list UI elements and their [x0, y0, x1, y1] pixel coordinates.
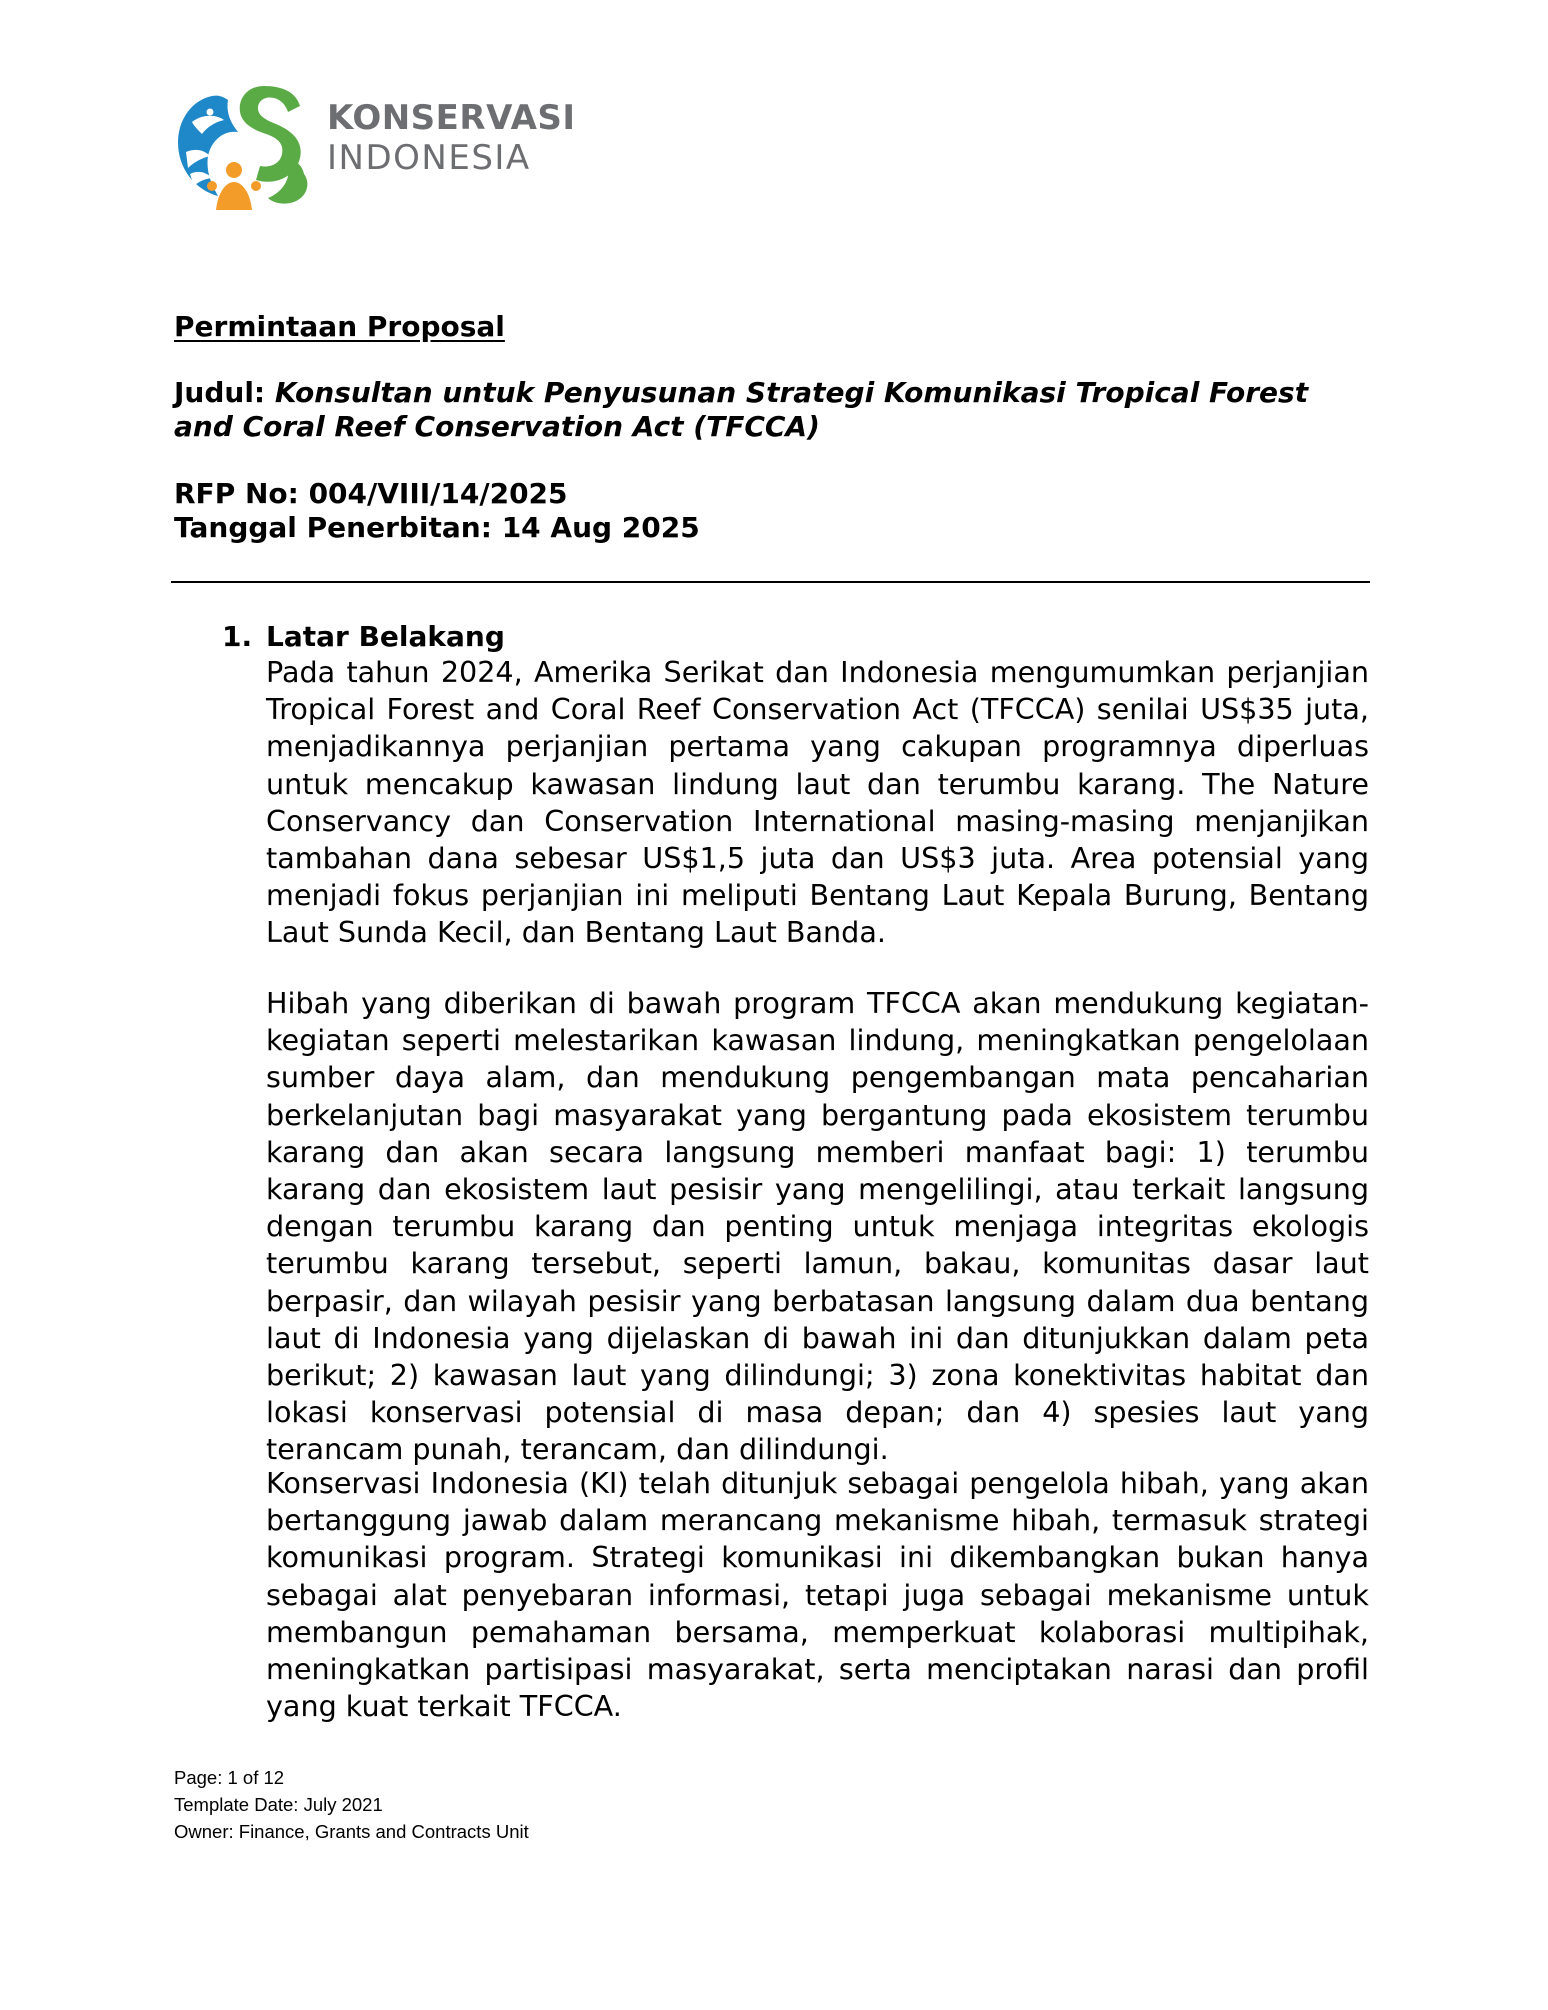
konservasi-indonesia-logo — [172, 78, 576, 213]
paragraph-ki-role: Konservasi Indonesia (KI) telah ditunjuk sebagai pengelola hibah, yang akan bertanggung jawab dalam merancang mekanisme hibah, termasuk strategi komunikasi program. Strategi komunikasi ini dikembangkan bukan hanya sebagai alat penyebaran informasi, tetapi juga sebagai mekanisme untuk membangun pemahaman bersama, memperkuat kolaborasi multipihak, meningkatkan partisipasi masyarakat, serta menciptakan narasi dan profil yang kuat terkait TFCCA. — [266, 1466, 1369, 1724]
page-footer — [174, 1764, 529, 1845]
document-title — [174, 376, 1374, 444]
footer-owner: Owner: Finance, Grants and Contracts Unit — [174, 1821, 529, 1842]
logo-wordmark-line2: INDONESIA — [327, 138, 531, 178]
section-title: Latar Belakang — [266, 620, 505, 653]
title-label: Judul: — [174, 376, 266, 409]
title-text: Konsultan untuk Penyusunan Strategi Komunikasi Tropical Forest and Coral Reef Conservation Act (TFCCA) — [174, 376, 1309, 443]
issue-date: Tanggal Penerbitan: 14 Aug 2025 — [174, 511, 700, 544]
section-number: 1. — [222, 620, 253, 653]
logo-wordmark-line1: KONSERVASI — [327, 98, 576, 138]
paragraph-background: Pada tahun 2024, Amerika Serikat dan Indonesia mengumumkan perjanjian Tropical Forest and Coral Reef Conservation Act (TFCCA) senilai US$35 juta, menjadikannya perjanjian pertama yang cakupan programnya diperluas untuk mencakup kawasan lindung laut dan terumbu karang. The Nature Conservancy dan Conservation International masing-masing menjanjikan tambahan dana sebesar US$1,5 juta dan US$3 juta. Area potensial yang menjadi fokus perjanjian ini meliputi Bentang Laut Kepala Burung, Bentang Laut Sunda Kecil, dan Bentang Laut Banda. — [266, 655, 1369, 950]
header-divider — [171, 581, 1370, 583]
section-heading — [222, 620, 505, 654]
footer-page-number: Page: 1 of 12 — [174, 1767, 285, 1788]
footer-template-date: Template Date: July 2021 — [174, 1794, 383, 1815]
document-type-heading: Permintaan Proposal — [174, 310, 505, 343]
paragraph-grants: Hibah yang diberikan di bawah program TFCCA akan mendukung kegiatan-kegiatan seperti melestarikan kawasan lindung, meningkatkan pengelolaan sumber daya alam, dan mendukung pengembangan mata pencaharian berkelanjutan bagi masyarakat yang bergantung pada ekosistem terumbu karang dan akan secara langsung memberi manfaat bagi: 1) terumbu karang dan ekosistem laut pesisir yang mengelilingi, atau terkait langsung dengan terumbu karang dan penting untuk menjaga integritas ekologis terumbu karang tersebut, seperti lamun, bakau, komunitas dasar laut berpasir, dan wilayah pesisir yang berbatasan langsung dalam dua bentang laut di Indonesia yang dijelaskan di bawah ini dan ditunjukkan dalam peta berikut; 2) kawasan laut yang dilindungi; 3) zona konektivitas habitat dan lokasi konservasi potensial di masa depan; dan 4) spesies laut yang terancam punah, terancam, dan dilindungi. — [266, 986, 1369, 1467]
rfp-number: RFP No: 004/VIII/14/2025 — [174, 477, 568, 510]
logo-emblem-icon — [172, 78, 322, 213]
rfp-info — [174, 477, 700, 545]
